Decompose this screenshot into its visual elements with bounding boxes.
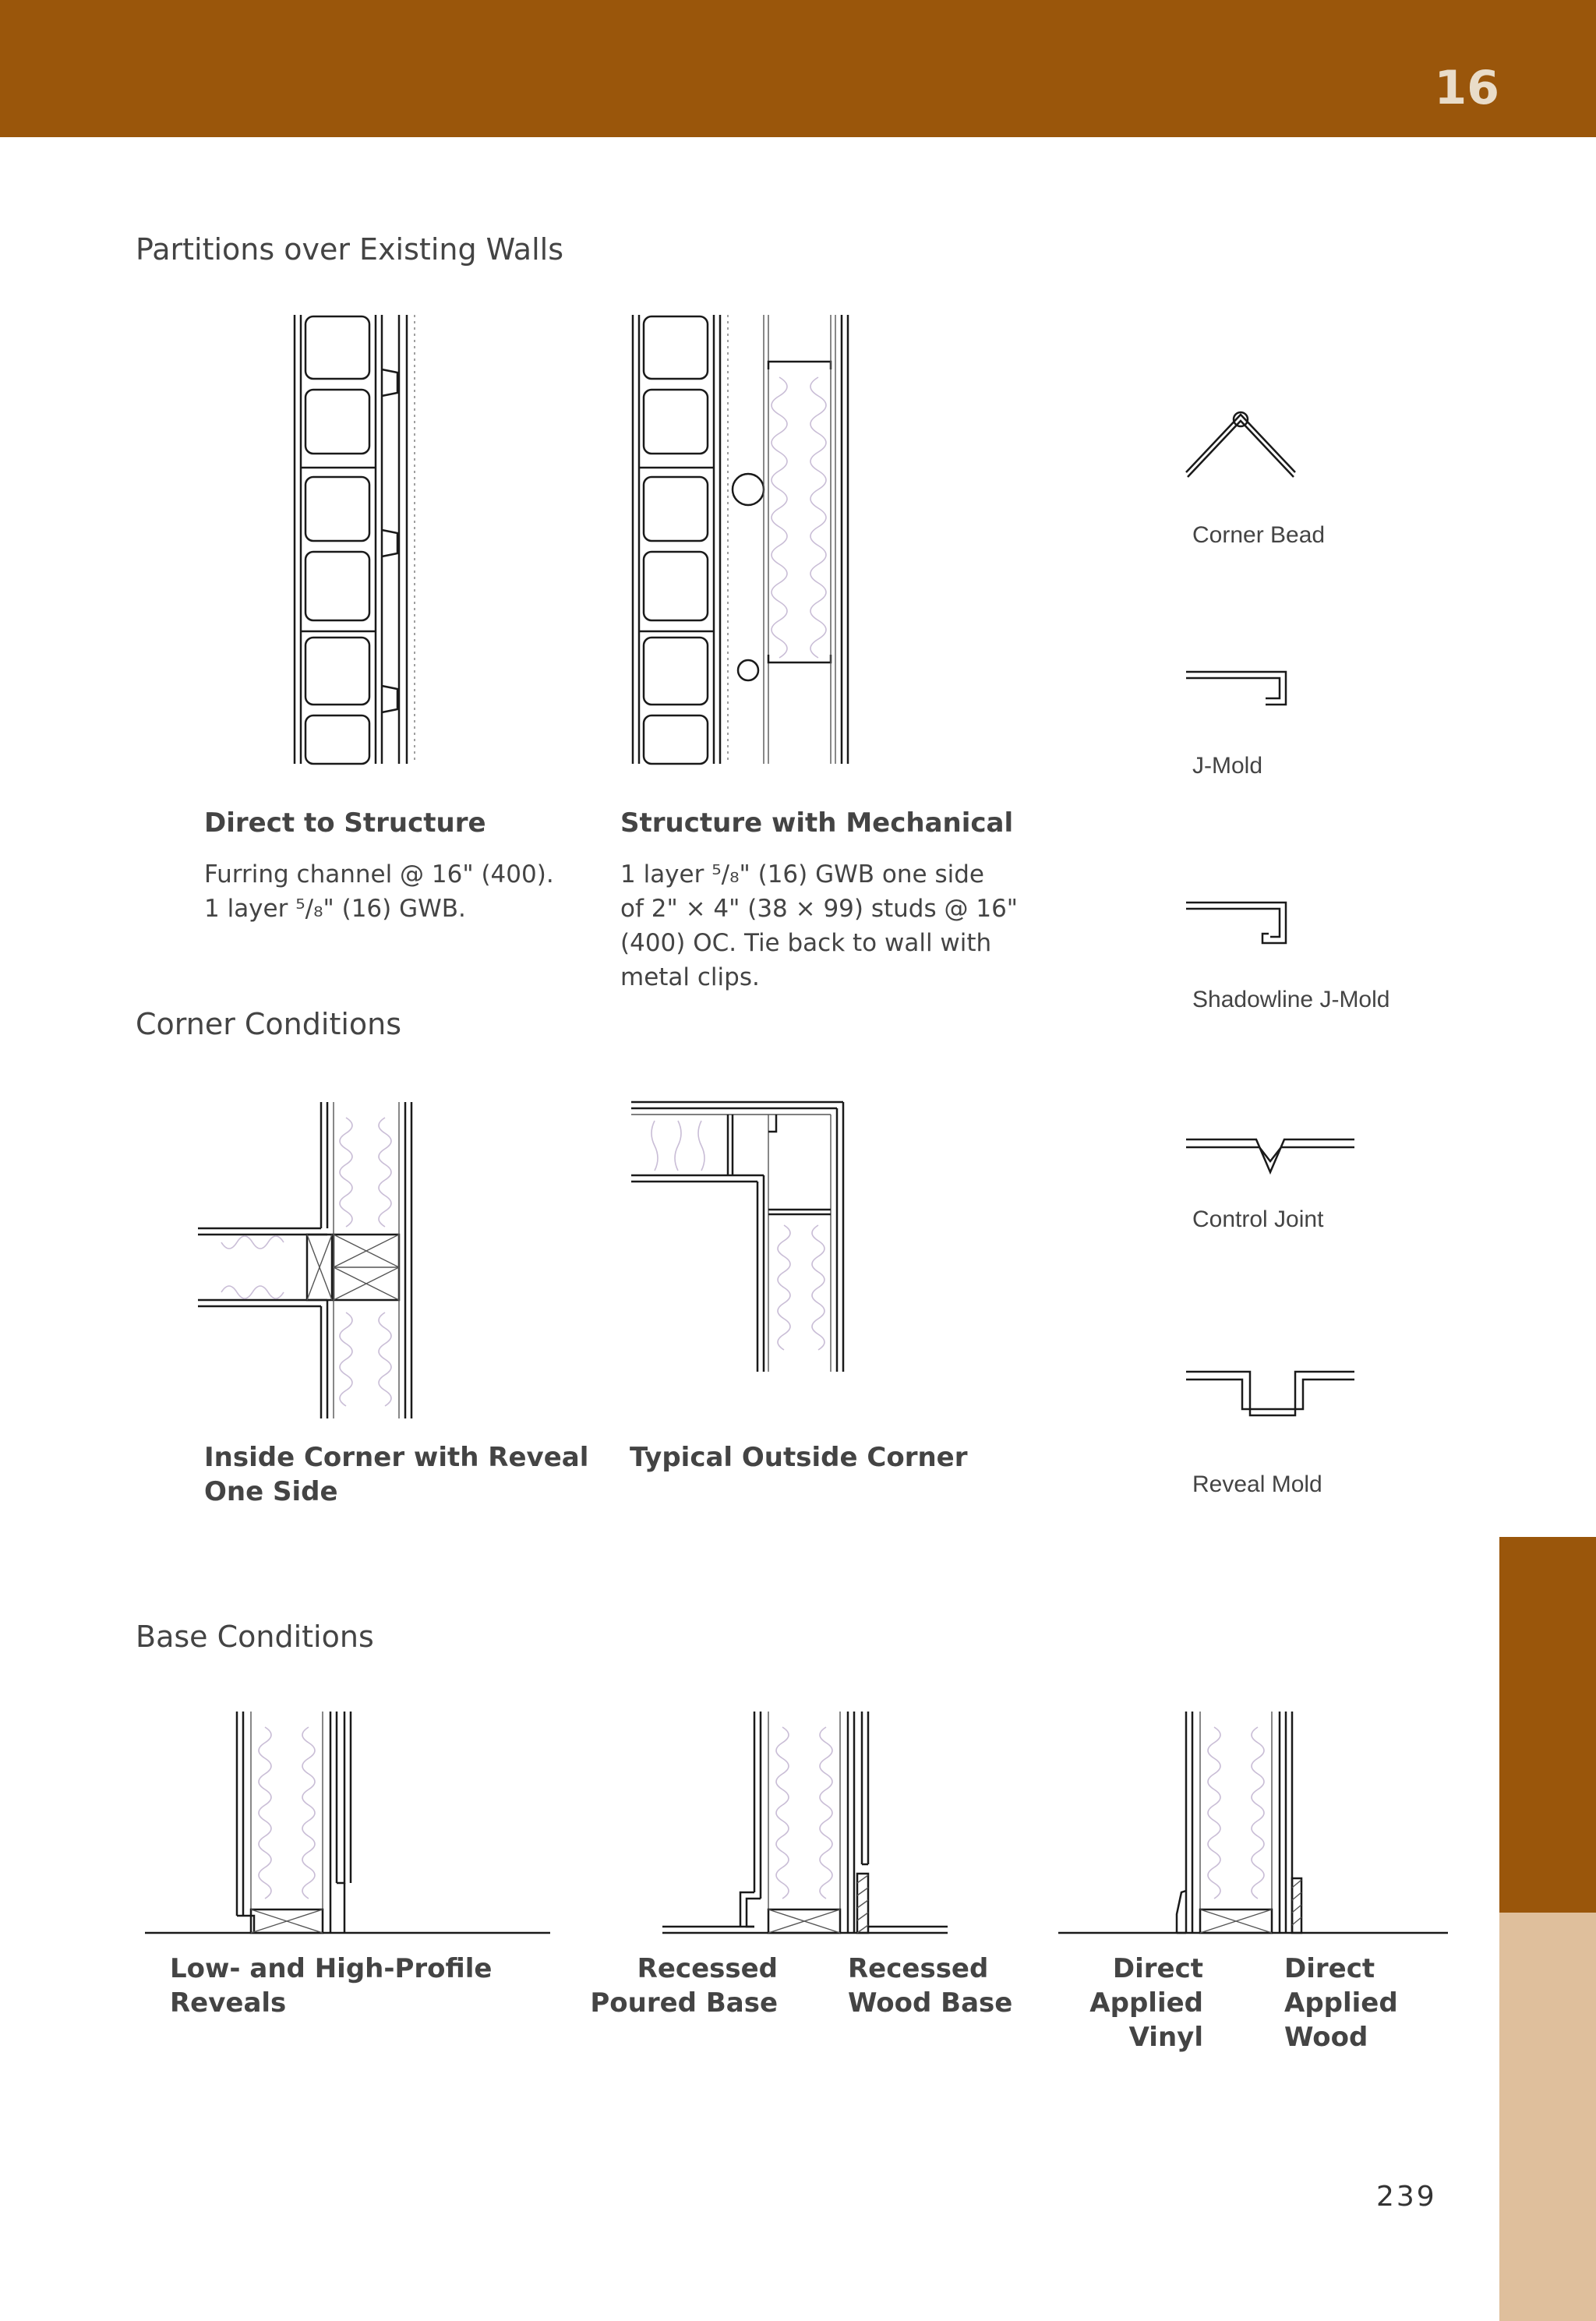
- base-caption-recessed-poured: [575, 1952, 778, 2020]
- recessed-base-drawing: [662, 1712, 951, 1934]
- caption-line: Reveals: [170, 1987, 287, 2019]
- outside-corner-drawing: [631, 1100, 846, 1372]
- trim-label-reveal-mold: Reveal Mold: [1192, 1471, 1322, 1497]
- low-high-profile-reveals-drawing: [145, 1712, 552, 1934]
- caption-line: Applied: [1089, 1987, 1203, 2019]
- structure-with-mechanical-drawing: [631, 315, 857, 764]
- chapter-number: 16: [1434, 61, 1499, 115]
- caption-line: Vinyl: [1128, 2022, 1203, 2053]
- base-caption-low-high: [170, 1952, 492, 2020]
- chapter-header-band: [0, 0, 1596, 137]
- detail-caption-inside-corner: [204, 1440, 588, 1509]
- caption-line: Applied: [1284, 1987, 1398, 2019]
- detail-caption-outside-corner: Typical Outside Corner: [630, 1442, 968, 1473]
- detail-title-mechanical: Structure with Mechanical: [620, 807, 1014, 839]
- trim-label-j-mold: J-Mold: [1192, 753, 1263, 779]
- control-joint-profile: [1185, 1138, 1358, 1177]
- j-mold-profile: [1185, 670, 1289, 708]
- caption-line: Direct: [1284, 1953, 1375, 1984]
- chapter-tab-dark: [1499, 1537, 1596, 1913]
- caption-line: Recessed: [848, 1953, 989, 1984]
- chapter-tab-light: [1499, 1913, 1596, 2321]
- trim-label-shadowline-j-mold: Shadowline J-Mold: [1192, 987, 1390, 1012]
- caption-line: Direct: [1112, 1953, 1203, 1984]
- trim-label-control-joint: Control Joint: [1192, 1206, 1324, 1232]
- shadowline-j-mold-profile: [1185, 901, 1289, 946]
- detail-body-mechanical: [620, 857, 1018, 994]
- detail-line: metal clips.: [620, 963, 760, 991]
- reveal-mold-profile: [1185, 1370, 1358, 1418]
- detail-body-direct: [204, 857, 554, 926]
- section-heading-base: Base Conditions: [136, 1620, 374, 1654]
- caption-line: Wood: [1284, 2022, 1368, 2053]
- section-heading-corners: Corner Conditions: [136, 1007, 402, 1041]
- section-heading-partitions: Partitions over Existing Walls: [136, 232, 563, 267]
- corner-bead-profile: [1185, 408, 1301, 480]
- detail-line: 1 layer ⁵/₈" (16) GWB.: [204, 895, 466, 923]
- detail-line: Furring channel @ 16" (400).: [204, 860, 554, 888]
- detail-line: (400) OC. Tie back to wall with: [620, 929, 992, 957]
- caption-line: Inside Corner with Reveal: [204, 1442, 589, 1473]
- caption-line: Wood Base: [848, 1987, 1013, 2019]
- direct-applied-base-drawing: [1058, 1712, 1449, 1934]
- base-caption-direct-wood: [1284, 1952, 1398, 2054]
- detail-line: 1 layer ⁵/₈" (16) GWB one side: [620, 860, 984, 888]
- caption-line: Poured Base: [590, 1987, 778, 2019]
- detail-title-direct: Direct to Structure: [204, 807, 486, 839]
- caption-line: Low- and High-Profile: [170, 1953, 493, 1984]
- caption-line: Recessed: [637, 1953, 778, 1984]
- caption-line: One Side: [204, 1476, 338, 1507]
- page-number: 239: [1376, 2181, 1437, 2213]
- trim-label-corner-bead: Corner Bead: [1192, 522, 1326, 548]
- detail-line: of 2" × 4" (38 × 99) studs @ 16": [620, 895, 1019, 923]
- inside-corner-drawing: [198, 1102, 416, 1418]
- base-caption-direct-vinyl: [1047, 1952, 1203, 2054]
- direct-to-structure-drawing: [293, 315, 418, 764]
- base-caption-recessed-wood: [848, 1952, 1012, 2020]
